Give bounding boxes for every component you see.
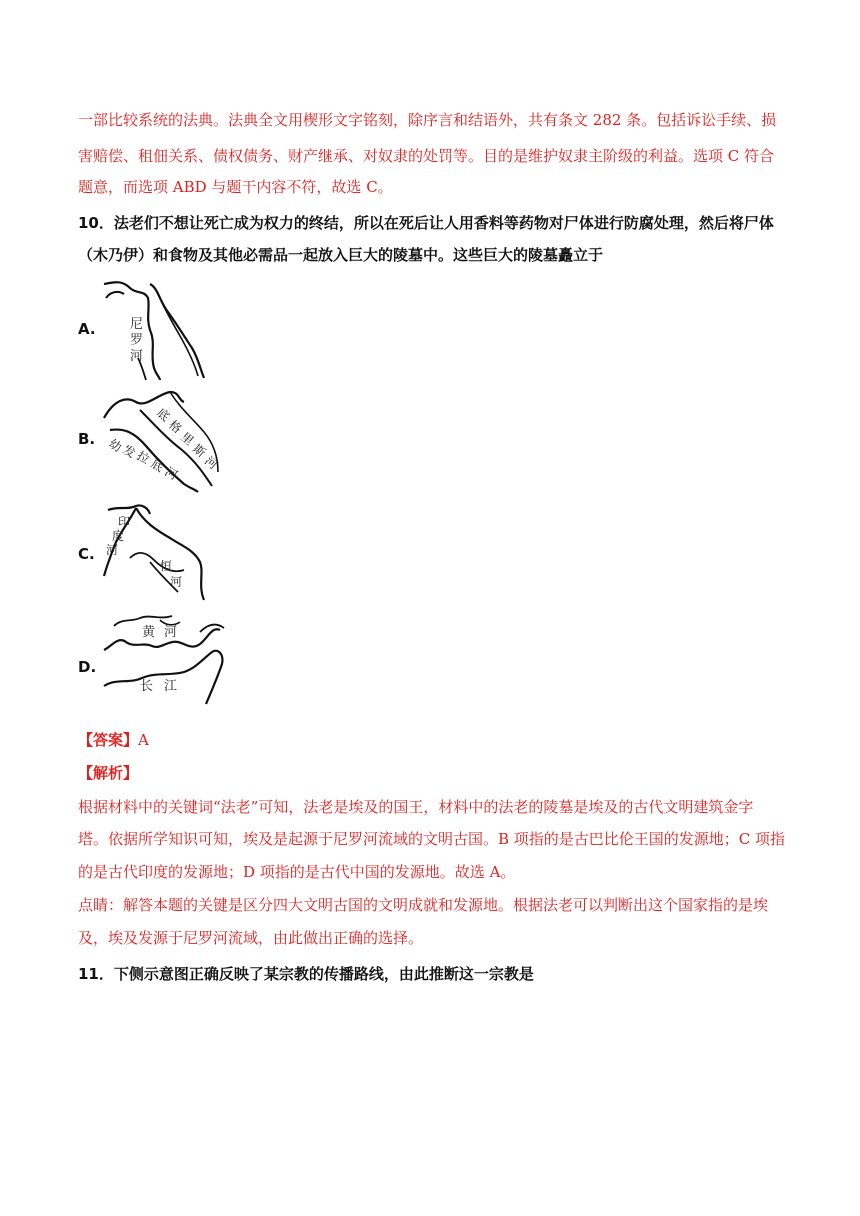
option-b-label: B. <box>78 430 96 448</box>
prev-explanation-line-3: 题意，而选项 ABD 与题干内容不符，故选 C。 <box>78 178 393 196</box>
answer-tag: 【答案】 <box>78 731 139 749</box>
map-d-label-jiang: 江 <box>164 679 178 694</box>
analysis-line-3: 的是古代印度的发源地；D 项指的是古代中国的发源地。故选 A。 <box>78 863 516 881</box>
prev-explanation-line-1: 一部比较系统的法典。法典全文用楔形文字铭刻，除序言和结语外，共有条文 282 条。包括诉讼手续、损 <box>78 111 777 129</box>
map-b-label-8: 里 <box>178 429 197 449</box>
analysis-tag: 【解析】 <box>78 764 139 782</box>
map-b-label-6: 底 <box>154 405 173 425</box>
option-d-label: D. <box>78 658 97 676</box>
map-b-label-3: 拉 <box>134 448 152 467</box>
option-c-map <box>100 500 212 610</box>
map-c-label-du: 度 <box>112 529 125 543</box>
map-c-label-heng: 恒 <box>160 559 173 573</box>
analysis-line-1: 根据材料中的关键词“法老”可知，法老是埃及的国王，材料中的法老的陵墓是埃及的古代文明建筑金字 <box>78 798 754 816</box>
option-a-label: A. <box>78 320 96 338</box>
map-d-label-chang: 长 <box>140 679 154 694</box>
map-b-label-9: 斯 <box>190 441 209 461</box>
option-b-map <box>100 388 222 498</box>
answer-value: A <box>138 731 149 749</box>
map-a-label-ni: 尼 <box>130 317 144 332</box>
map-b-label-7: 格 <box>166 417 185 437</box>
question-10-line-2: （木乃伊）和食物及其他必需品一起放入巨大的陵墓中。这些巨大的陵墓矗立于 <box>78 246 604 264</box>
answer-line <box>78 730 149 750</box>
map-b-label-2: 发 <box>120 442 138 461</box>
map-a-label-he: 河 <box>130 349 144 364</box>
map-d-label-he: 河 <box>164 625 178 640</box>
question-11-line: 11．下侧示意图正确反映了某宗教的传播路线，由此推断这一宗教是 <box>78 965 534 983</box>
map-c-label-he: 河 <box>106 543 119 557</box>
analysis-line-5: 及，埃及发源于尼罗河流域，由此做出正确的选择。 <box>78 929 424 947</box>
analysis-line-2: 塔。依据所学知识可知，埃及是起源于尼罗河流域的文明古国。B 项指的是古巴比伦王国的发源地；C 项指 <box>78 830 786 848</box>
option-d-map <box>100 612 230 722</box>
map-c-label-he2: 河 <box>170 575 183 589</box>
map-c-label-yin: 印 <box>118 515 131 529</box>
map-d-label-huang: 黄 <box>142 625 156 640</box>
prev-explanation-line-2: 害赔偿、租佃关系、债权债务、财产继承、对奴隶的处罚等。目的是维护奴隶主阶级的利益。选项 C 符合 <box>78 147 775 165</box>
analysis-line-4: 点睛：解答本题的关键是区分四大文明古国的文明成就和发源地。根据法老可以判断出这个国家指的是埃 <box>78 896 769 914</box>
option-a-map <box>100 278 210 386</box>
question-10-line-1: 10．法老们不想让死亡成为权力的终结，所以在死后让人用香料等药物对尸体进行防腐处理，然后将尸体 <box>78 214 774 232</box>
map-b-label-5: 河 <box>162 464 180 483</box>
map-b-label-10: 河 <box>202 453 221 473</box>
option-c-label: C. <box>78 545 95 563</box>
map-a-label-luo: 罗 <box>130 333 144 348</box>
map-b-label-4: 底 <box>148 456 166 475</box>
map-b-label-1: 幼 <box>106 436 124 455</box>
